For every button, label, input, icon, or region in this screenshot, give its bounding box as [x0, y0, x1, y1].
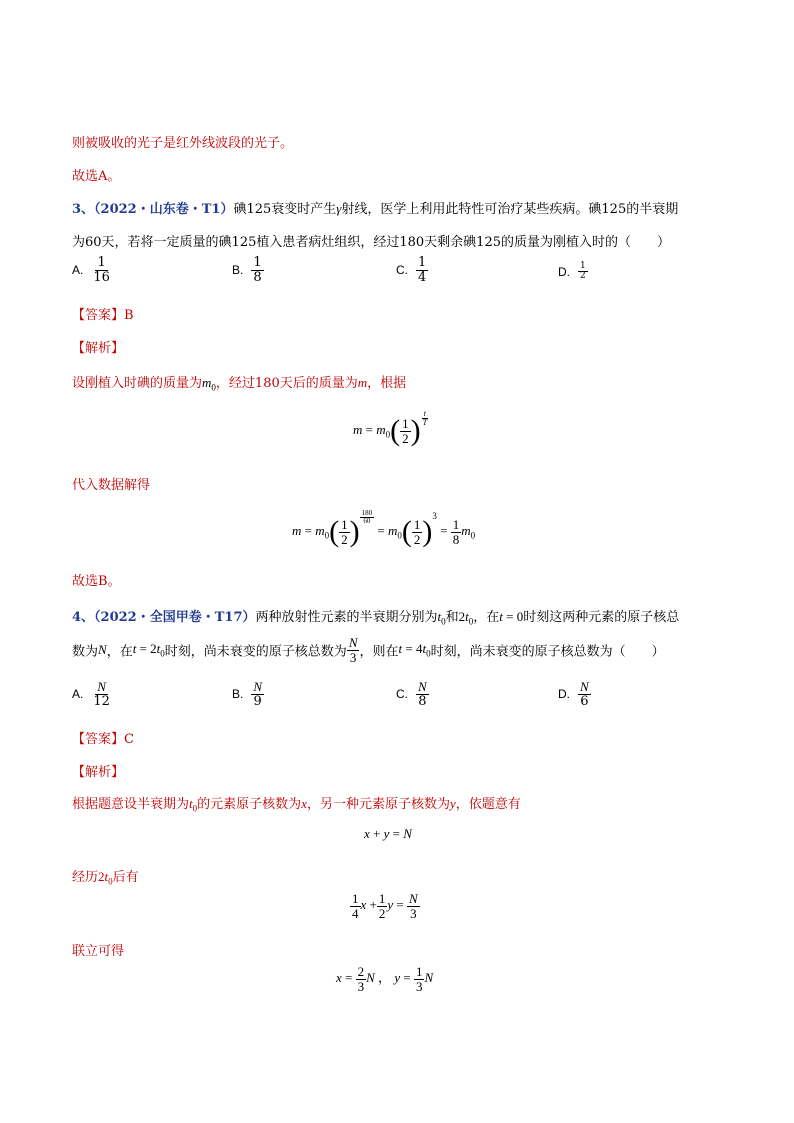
option-numerator: 1	[418, 255, 427, 270]
q3-stem-line-2: 为60天，若将一定质量的碘125植入患者病灶组织，经过180天剩余碘125的质量为刚植入时的（ ）	[72, 235, 670, 250]
option-numerator: N	[97, 679, 106, 694]
q3-explanation-2: 代入数据解得	[72, 478, 151, 493]
q4-formula-solution: x = $\frac{2}{3}$ N ， y = $\frac{1}{3}$ N	[336, 964, 434, 994]
q3-stem-line-1	[72, 198, 678, 217]
q3-option-c[interactable]	[396, 256, 428, 284]
option-denominator: 8	[253, 269, 262, 285]
option-denominator: 9	[253, 693, 262, 709]
option-label: C.	[396, 687, 408, 702]
q4-explanation-3: 联立可得	[72, 944, 125, 959]
intro-line-1: 则被吸收的光子是红外线波段的光子。	[72, 136, 294, 151]
q4-explanation-1: 根据题意设半衰期为$t_0$的元素原子核数为x，另一种元素原子核数为y，依题意有	[72, 796, 521, 814]
option-numerator: N	[580, 679, 589, 694]
q3-formula-result: $m = m_0$( $\frac{1}{2}$ ) $\frac{180}{60}$ = $m_0$( $\frac{1}{2}$ )$^3$ = $\frac{1}{8}$ $m_0$	[292, 509, 476, 549]
q4-formula-sum: x + y = N	[364, 826, 412, 841]
q3-explanation-3: 故选B。	[72, 574, 121, 589]
q4-answer: 【答案】C	[72, 732, 134, 747]
option-denominator: 12	[93, 693, 110, 709]
option-denominator: 2	[580, 271, 586, 282]
q4-option-b[interactable]	[232, 680, 264, 708]
option-denominator: 16	[93, 269, 110, 285]
option-numerator: N	[253, 679, 263, 694]
option-denominator: 8	[418, 693, 427, 709]
q4-analysis-heading: 【解析】	[72, 765, 125, 780]
option-numerator: 1	[580, 261, 586, 271]
q3-text-b: 射线，医学上利用此特性可治疗某些疾病。碘125的半衰期	[341, 202, 679, 217]
q3-answer: 【答案】B	[72, 308, 134, 323]
q4-stem-line-1: 4、（2022・全国甲卷・T17）两种放射性元素的半衰期分别为$t_0$和$2t_0$，在t = 0时刻这两种元素的原子核总	[72, 609, 680, 627]
intro-line-2: 故选A。	[72, 169, 121, 184]
option-denominator: 6	[580, 693, 589, 709]
q3-text-a: 碘125衰变时产生	[233, 202, 337, 217]
option-denominator: 4	[418, 269, 427, 285]
q3-analysis-heading: 【解析】	[72, 341, 125, 356]
option-numerator: 1	[97, 255, 106, 270]
q4-formula-after: $\frac{1}{4}$ x + $\frac{1}{2}$ y = $\frac{N}{3}$	[352, 891, 418, 921]
q3-option-a[interactable]	[72, 256, 112, 284]
option-label: A.	[72, 687, 84, 702]
q4-stem-line-2: 数为N，在$t = 2t_0$时刻，尚未衰变的原子核总数为 $\frac{N}{3}$ ，则在$t = 4t_0$时刻，尚未衰变的原子核总数为（ ）	[72, 635, 665, 665]
q3-source: （2022・山东卷・T1）	[94, 202, 234, 217]
option-numerator: 1	[253, 255, 262, 270]
option-label: D.	[558, 264, 570, 279]
option-label: A.	[72, 263, 84, 278]
option-label: B.	[232, 687, 244, 702]
option-label: B.	[232, 263, 244, 278]
q3-number: 3、	[72, 202, 95, 217]
q3-option-d[interactable]	[558, 262, 588, 282]
q4-source: （2022・全国甲卷・T17）	[94, 610, 256, 625]
q4-option-a[interactable]	[72, 680, 112, 708]
q3-formula-decay: $m = m_0$( $\frac{1}{2}$ ) $\frac{t}{T}$	[353, 409, 428, 448]
q4-number: 4、	[72, 610, 95, 625]
option-label: D.	[558, 687, 570, 702]
q4-option-d[interactable]	[558, 680, 591, 708]
q4-option-c[interactable]	[396, 680, 429, 708]
gamma-symbol: γ	[336, 201, 342, 216]
option-label: C.	[396, 263, 408, 278]
q4-explanation-2: 经历$2t_0$后有	[72, 869, 139, 887]
q3-explanation-1: 设刚植入时碘的质量为$m_0$，经过180天后的质量为m，根据	[72, 375, 407, 393]
q3-option-b[interactable]	[232, 256, 264, 284]
option-numerator: N	[418, 679, 427, 694]
